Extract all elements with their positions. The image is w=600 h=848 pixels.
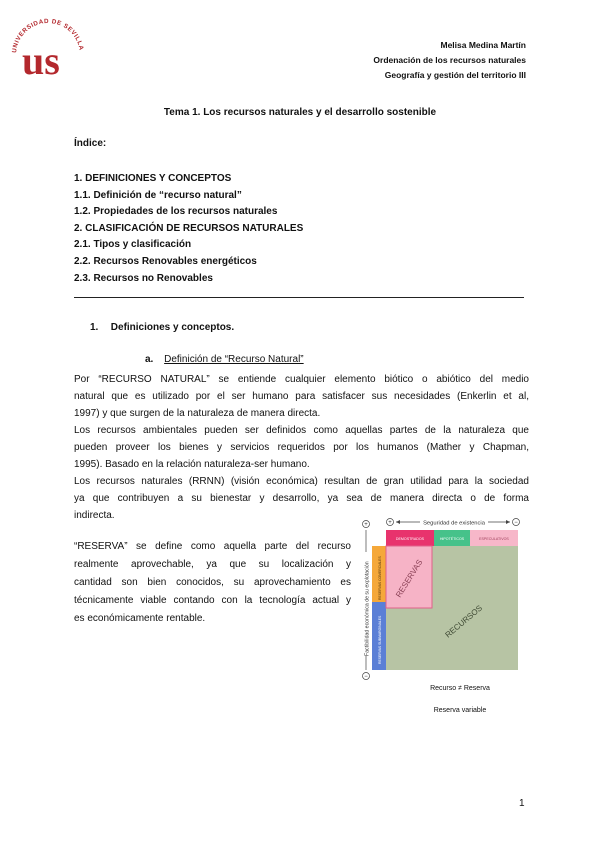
paragraph-line: Los recursos naturales (RRNN) (visión económica) resultan de gran utilidad para la sociedad [74,476,529,487]
plus-sign: + [364,522,368,528]
resources-reserves-diagram [358,516,528,686]
toc-item: 2.3. Recursos no Renovables [74,272,213,284]
paragraph-line: ya que contribuyen a su bienestar y desarrollo, ya sea de manera directa o de forma [74,493,529,504]
paragraph-line: cantidad son bien conocidos, su aprovechamiento es [74,577,351,588]
reservas-label: RESERVAS [394,557,425,600]
paragraph-line: indirecta. [74,510,115,521]
band-label: RESERVAS SUBMARGINALES [378,615,382,664]
subsection-letter: a. [145,354,154,365]
degree-name: Geografía y gestión del territorio III [384,70,526,80]
paragraph-line: 1997) y que surgen de la naturaleza de manera directa. [74,408,321,419]
paragraph-line: pueden proveer los bienes y servicios requeridos por los humanos (Mather y Chapman, [74,442,529,453]
minus-sign: − [514,520,518,526]
university-mark: us [22,38,60,83]
university-logo [8,10,88,85]
section-heading [90,322,234,333]
paragraph-line: natural que es utilizado por el ser humano para satisfacer sus necesidades (Enkerlin et al, [74,391,529,402]
band-label: DEMOSTRADOS [395,537,425,541]
paragraph-line: realmente aprovechable, ya que su localización y [74,559,351,570]
toc-item: 2. CLASIFICACIÓN DE RECURSOS NATURALES [74,222,304,234]
band-label: RESERVAS COMERCIALES [378,556,382,600]
left-axis-label: Factibilidad económica de su explotación [364,561,371,656]
band-label: ESPECULATIVOS [479,537,509,541]
band-label: HIPOTÉTICOS [439,537,465,541]
paragraph-line: técnicamente viable contando con la tecnología actual y [74,595,351,606]
subsection-title: Definición de “Recurso Natural” [164,354,304,365]
index-heading: Índice: [74,138,107,149]
section-title: Definiciones y conceptos. [110,322,235,333]
toc-item: 1.2. Propiedades de los recursos naturales [74,206,278,218]
paragraph-line: es económicamente rentable. [74,613,206,624]
paragraph-line: 1995). Basado en la relación naturaleza-ser humano. [74,459,310,470]
minus-sign: − [364,674,368,680]
subsection-heading [145,354,304,365]
toc-item: 1. DEFINICIONES Y CONCEPTOS [74,173,232,184]
horizontal-rule [74,297,524,298]
author-name: Melisa Medina Martín [440,40,526,50]
recursos-label: RECURSOS [443,603,485,640]
paragraph-recursos-ambientales [74,422,529,473]
university-name: UNIVERSIDAD DE SEVILLA [11,17,85,54]
document-header [373,38,526,83]
toc-item: 1.1. Definición de “recurso natural” [74,189,242,201]
section-number: 1. [90,322,99,333]
top-axis-label: Seguridad de existencia [423,520,485,527]
paragraph-reserva [74,538,351,628]
toc-item: 2.2. Recursos Renovables energéticos [74,255,257,267]
paragraph-recurso-natural [74,371,529,422]
paragraph-line: “RESERVA” se define como aquella parte del recurso [74,541,351,552]
diagram-caption: Recurso ≠ Reserva [430,685,490,692]
document-title: Tema 1. Los recursos naturales y el desarrollo sostenible [163,107,437,118]
course-name: Ordenación de los recursos naturales [373,55,526,65]
toc-item: 2.1. Tipos y clasificación [74,239,192,251]
diagram-caption: Reserva variable [433,707,487,714]
paragraph-line: Por “RECURSO NATURAL” se entiende cualquier elemento biótico o abiótico del medio [74,374,529,385]
paragraph-line: Los recursos ambientales pueden ser definidos como aquellas partes de la naturaleza que [74,425,529,436]
table-of-contents [74,171,303,287]
page-number: 1 [519,798,525,809]
plus-sign: + [388,520,392,526]
